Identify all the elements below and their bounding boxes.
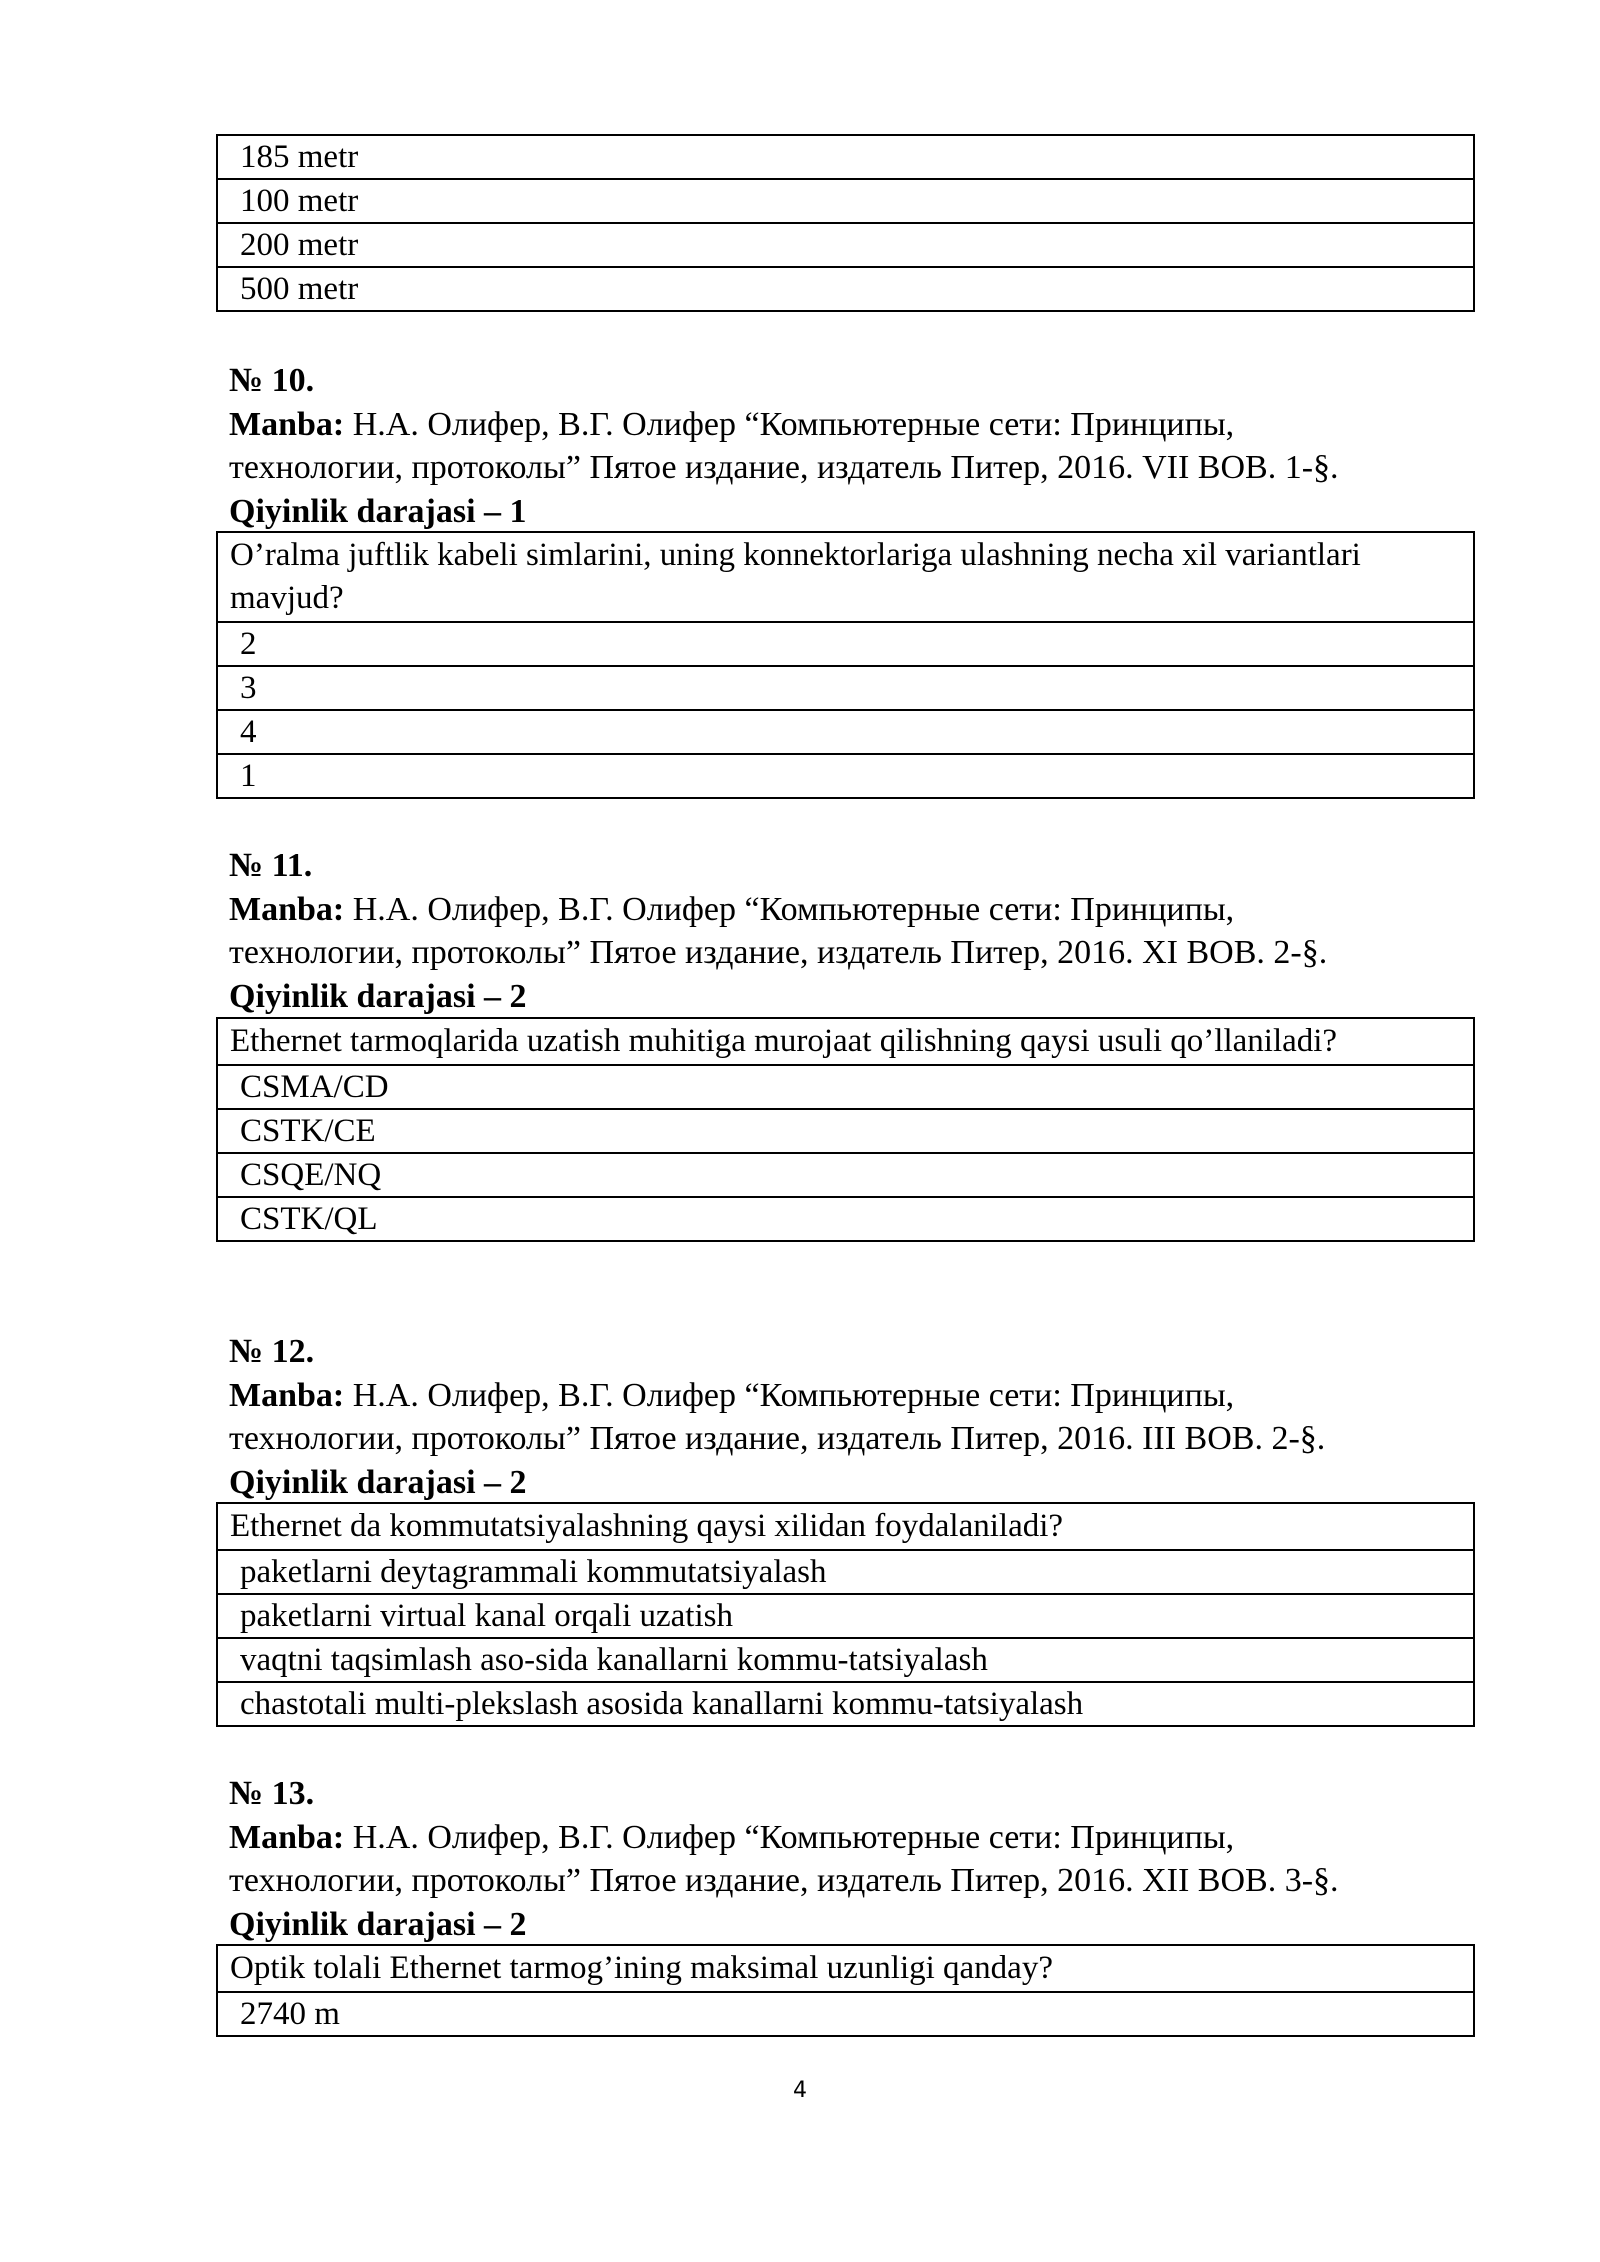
answer-option: CSMA/CD — [217, 1065, 1474, 1109]
source-text: Н.А. Олифер, В.Г. Олифер “Компьютерные сети: Принципы, — [352, 405, 1235, 443]
answer-option: 200 metr — [217, 223, 1474, 267]
answer-option: vaqtni taqsimlash aso-sida kanallarni kommu-tatsiyalash — [217, 1638, 1474, 1682]
table-row — [217, 1992, 1474, 2036]
table-row — [217, 1065, 1474, 1109]
answer-option: paketlarni virtual kanal orqali uzatish — [217, 1594, 1474, 1638]
answer-option: 3 — [217, 666, 1474, 710]
table-row — [217, 223, 1474, 267]
answer-option: CSTK/QL — [217, 1197, 1474, 1241]
table-row — [217, 1550, 1474, 1594]
answer-option: 500 metr — [217, 267, 1474, 311]
table-row — [217, 179, 1474, 223]
question-number: № 10. — [229, 362, 315, 399]
table-row — [217, 1503, 1474, 1550]
table-row — [217, 267, 1474, 311]
table-row — [217, 622, 1474, 666]
source-text: Н.А. Олифер, В.Г. Олифер “Компьютерные сети: Принципы, — [352, 1818, 1235, 1856]
question-header — [229, 844, 1479, 1018]
question-header — [229, 1772, 1479, 1946]
source-label: Manba: — [229, 1818, 345, 1856]
question-table — [216, 531, 1475, 799]
source-label: Manba: — [229, 1376, 345, 1414]
question-table — [216, 1017, 1475, 1242]
answer-option: 100 metr — [217, 179, 1474, 223]
table-row — [217, 1682, 1474, 1726]
answer-option: paketlarni deytagrammali kommutatsiyalash — [217, 1550, 1474, 1594]
table-row — [217, 1594, 1474, 1638]
difficulty-level: Qiyinlik darajasi – 2 — [229, 1463, 527, 1501]
question-text: O’ralma juftlik kabeli simlarini, uning konnektorlariga ulashning necha xil variantlari mavjud? — [217, 532, 1474, 622]
answer-option: 1 — [217, 754, 1474, 798]
question-text: Ethernet tarmoqlarida uzatish muhitiga murojaat qilishning qaysi usuli qo’llaniladi? — [217, 1018, 1474, 1065]
source-text: технологии, протоколы” Пятое издание, издатель Питер, 2016. VII BOB. 1-§. — [229, 449, 1339, 486]
table-row — [217, 135, 1474, 179]
answer-option: 4 — [217, 710, 1474, 754]
answer-table — [216, 134, 1475, 312]
question-text: Ethernet da kommutatsiyalashning qaysi xilidan foydalaniladi? — [217, 1503, 1474, 1550]
table-row — [217, 532, 1474, 622]
difficulty-level: Qiyinlik darajasi – 2 — [229, 977, 527, 1015]
table-row — [217, 1018, 1474, 1065]
page-number: 4 — [793, 2078, 807, 2103]
difficulty-level: Qiyinlik darajasi – 1 — [229, 492, 527, 530]
table-row — [217, 1153, 1474, 1197]
table-row — [217, 1945, 1474, 1992]
answer-option: 2 — [217, 622, 1474, 666]
table-row — [217, 1638, 1474, 1682]
difficulty-level: Qiyinlik darajasi – 2 — [229, 1905, 527, 1943]
table-row — [217, 754, 1474, 798]
question-header — [229, 1330, 1479, 1504]
question-text: Optik tolali Ethernet tarmog’ining maksimal uzunligi qanday? — [217, 1945, 1474, 1992]
source-text: технологии, протоколы” Пятое издание, издатель Питер, 2016. XI BOB. 2-§. — [229, 934, 1328, 971]
question-number: № 13. — [229, 1775, 315, 1812]
answer-option: 2740 m — [217, 1992, 1474, 2036]
answer-option: CSTK/CE — [217, 1109, 1474, 1153]
source-text: технологии, протоколы” Пятое издание, издатель Питер, 2016. III BOB. 2-§. — [229, 1420, 1326, 1457]
answer-option: 185 metr — [217, 135, 1474, 179]
question-number: № 12. — [229, 1333, 315, 1370]
source-text: Н.А. Олифер, В.Г. Олифер “Компьютерные сети: Принципы, — [352, 890, 1235, 928]
answer-option: chastotali multi-plekslash asosida kanallarni kommu-tatsiyalash — [217, 1682, 1474, 1726]
question-number: № 11. — [229, 847, 313, 884]
question-table — [216, 1944, 1475, 2037]
question-table — [216, 1502, 1475, 1727]
question-header — [229, 359, 1479, 533]
table-row — [217, 1109, 1474, 1153]
table-row — [217, 710, 1474, 754]
table-row — [217, 1197, 1474, 1241]
source-label: Manba: — [229, 890, 345, 928]
source-text: Н.А. Олифер, В.Г. Олифер “Компьютерные сети: Принципы, — [352, 1376, 1235, 1414]
source-label: Manba: — [229, 405, 345, 443]
source-text: технологии, протоколы” Пятое издание, издатель Питер, 2016. XII BOB. 3-§. — [229, 1862, 1339, 1899]
answer-option: CSQE/NQ — [217, 1153, 1474, 1197]
table-row — [217, 666, 1474, 710]
